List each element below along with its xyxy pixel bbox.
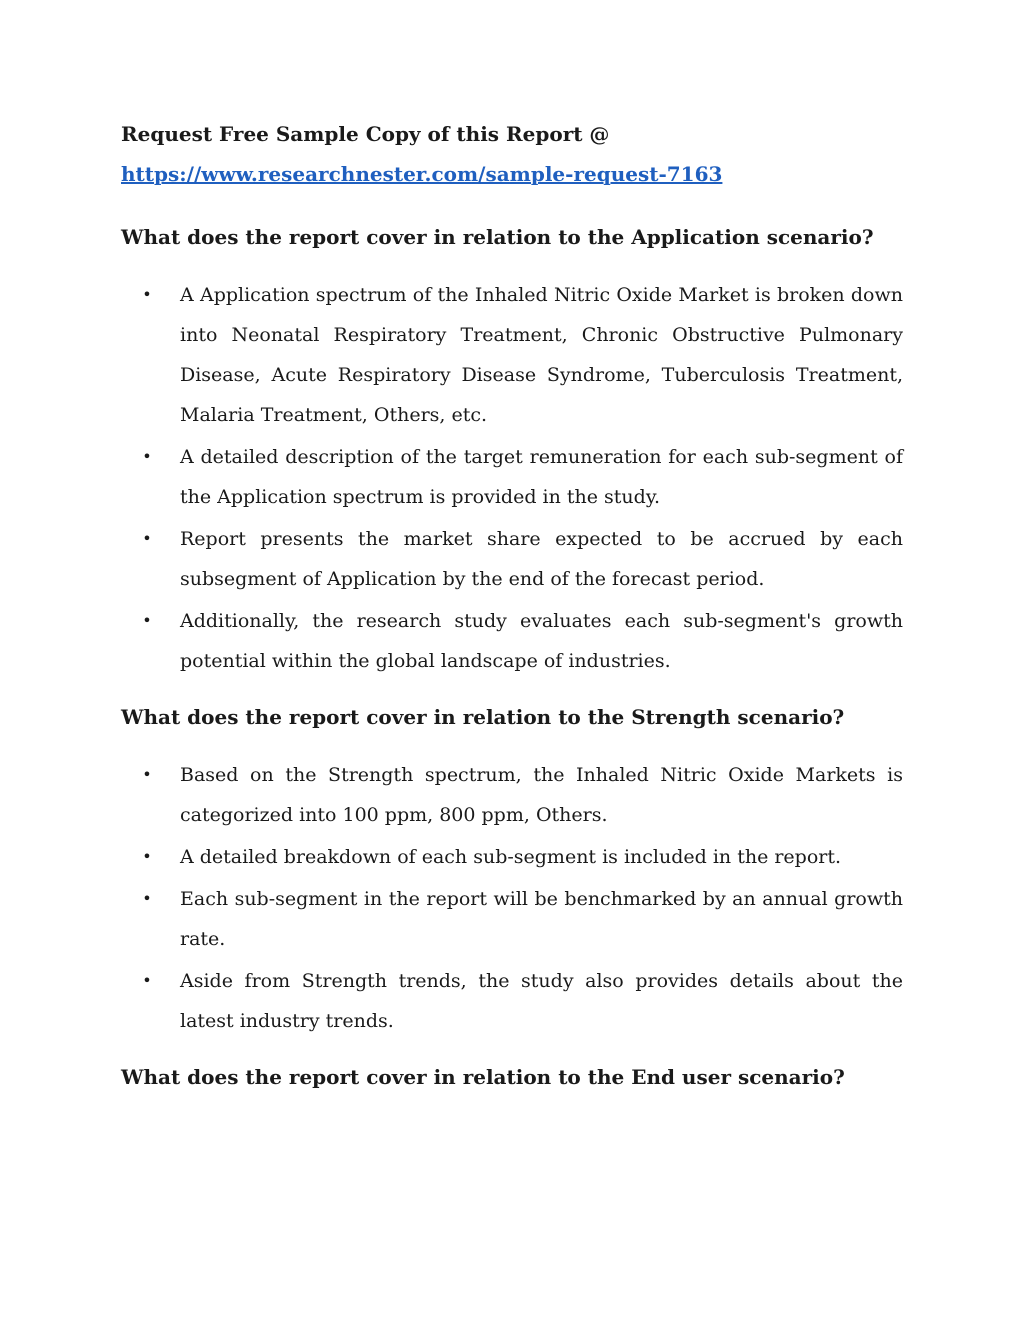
- bullet-icon: •: [142, 889, 152, 908]
- list-item: [121, 601, 903, 681]
- list-item: [121, 437, 903, 517]
- list-item: [121, 837, 903, 877]
- bullet-icon: •: [142, 847, 152, 866]
- request-sample-title: Request Free Sample Copy of this Report @: [121, 122, 610, 146]
- list-item: [121, 275, 903, 435]
- list-item-text: A Application spectrum of the Inhaled Nitric Oxide Market is broken down into Neonatal Respiratory Treatment, Chronic Obstructive Pulmonary Disease, Acute Respiratory Disease Syndrome, Tuberculosis Treatment, Malaria Treatment, Others, etc.: [180, 284, 903, 426]
- list-item: [121, 879, 903, 959]
- strength-section-heading: What does the report cover in relation to the Strength scenario?: [121, 705, 845, 729]
- document-content: [121, 114, 903, 1097]
- bullet-icon: •: [142, 611, 152, 630]
- list-item: [121, 519, 903, 599]
- list-item-text: A detailed breakdown of each sub-segment is included in the report.: [180, 846, 842, 868]
- list-item-text: Based on the Strength spectrum, the Inhaled Nitric Oxide Markets is categorized into 100 ppm, 800 ppm, Others.: [180, 764, 903, 826]
- list-item-text: Additionally, the research study evaluates each sub-segment's growth potential within the global landscape of industries.: [180, 610, 903, 672]
- bullet-icon: •: [142, 529, 152, 548]
- sample-request-link[interactable]: https://www.researchnester.com/sample-request-7163: [121, 162, 723, 186]
- list-item-text: Report presents the market share expected to be accrued by each subsegment of Application by the end of the forecast period.: [180, 528, 903, 590]
- list-item-text: Each sub-segment in the report will be benchmarked by an annual growth rate.: [180, 888, 903, 950]
- bullet-icon: •: [142, 765, 152, 784]
- list-item: [121, 755, 903, 835]
- list-item-text: A detailed description of the target remuneration for each sub-segment of the Application spectrum is provided in the study.: [180, 446, 903, 508]
- list-item-text: Aside from Strength trends, the study also provides details about the latest industry trends.: [180, 970, 903, 1032]
- bullet-icon: •: [142, 971, 152, 990]
- end-user-section-heading: What does the report cover in relation to the End user scenario?: [121, 1065, 845, 1089]
- bullet-icon: •: [142, 285, 152, 304]
- application-bullet-list: [121, 275, 903, 681]
- bullet-icon: •: [142, 447, 152, 466]
- list-item: [121, 961, 903, 1041]
- application-section-heading: What does the report cover in relation to the Application scenario?: [121, 225, 874, 249]
- strength-bullet-list: [121, 755, 903, 1041]
